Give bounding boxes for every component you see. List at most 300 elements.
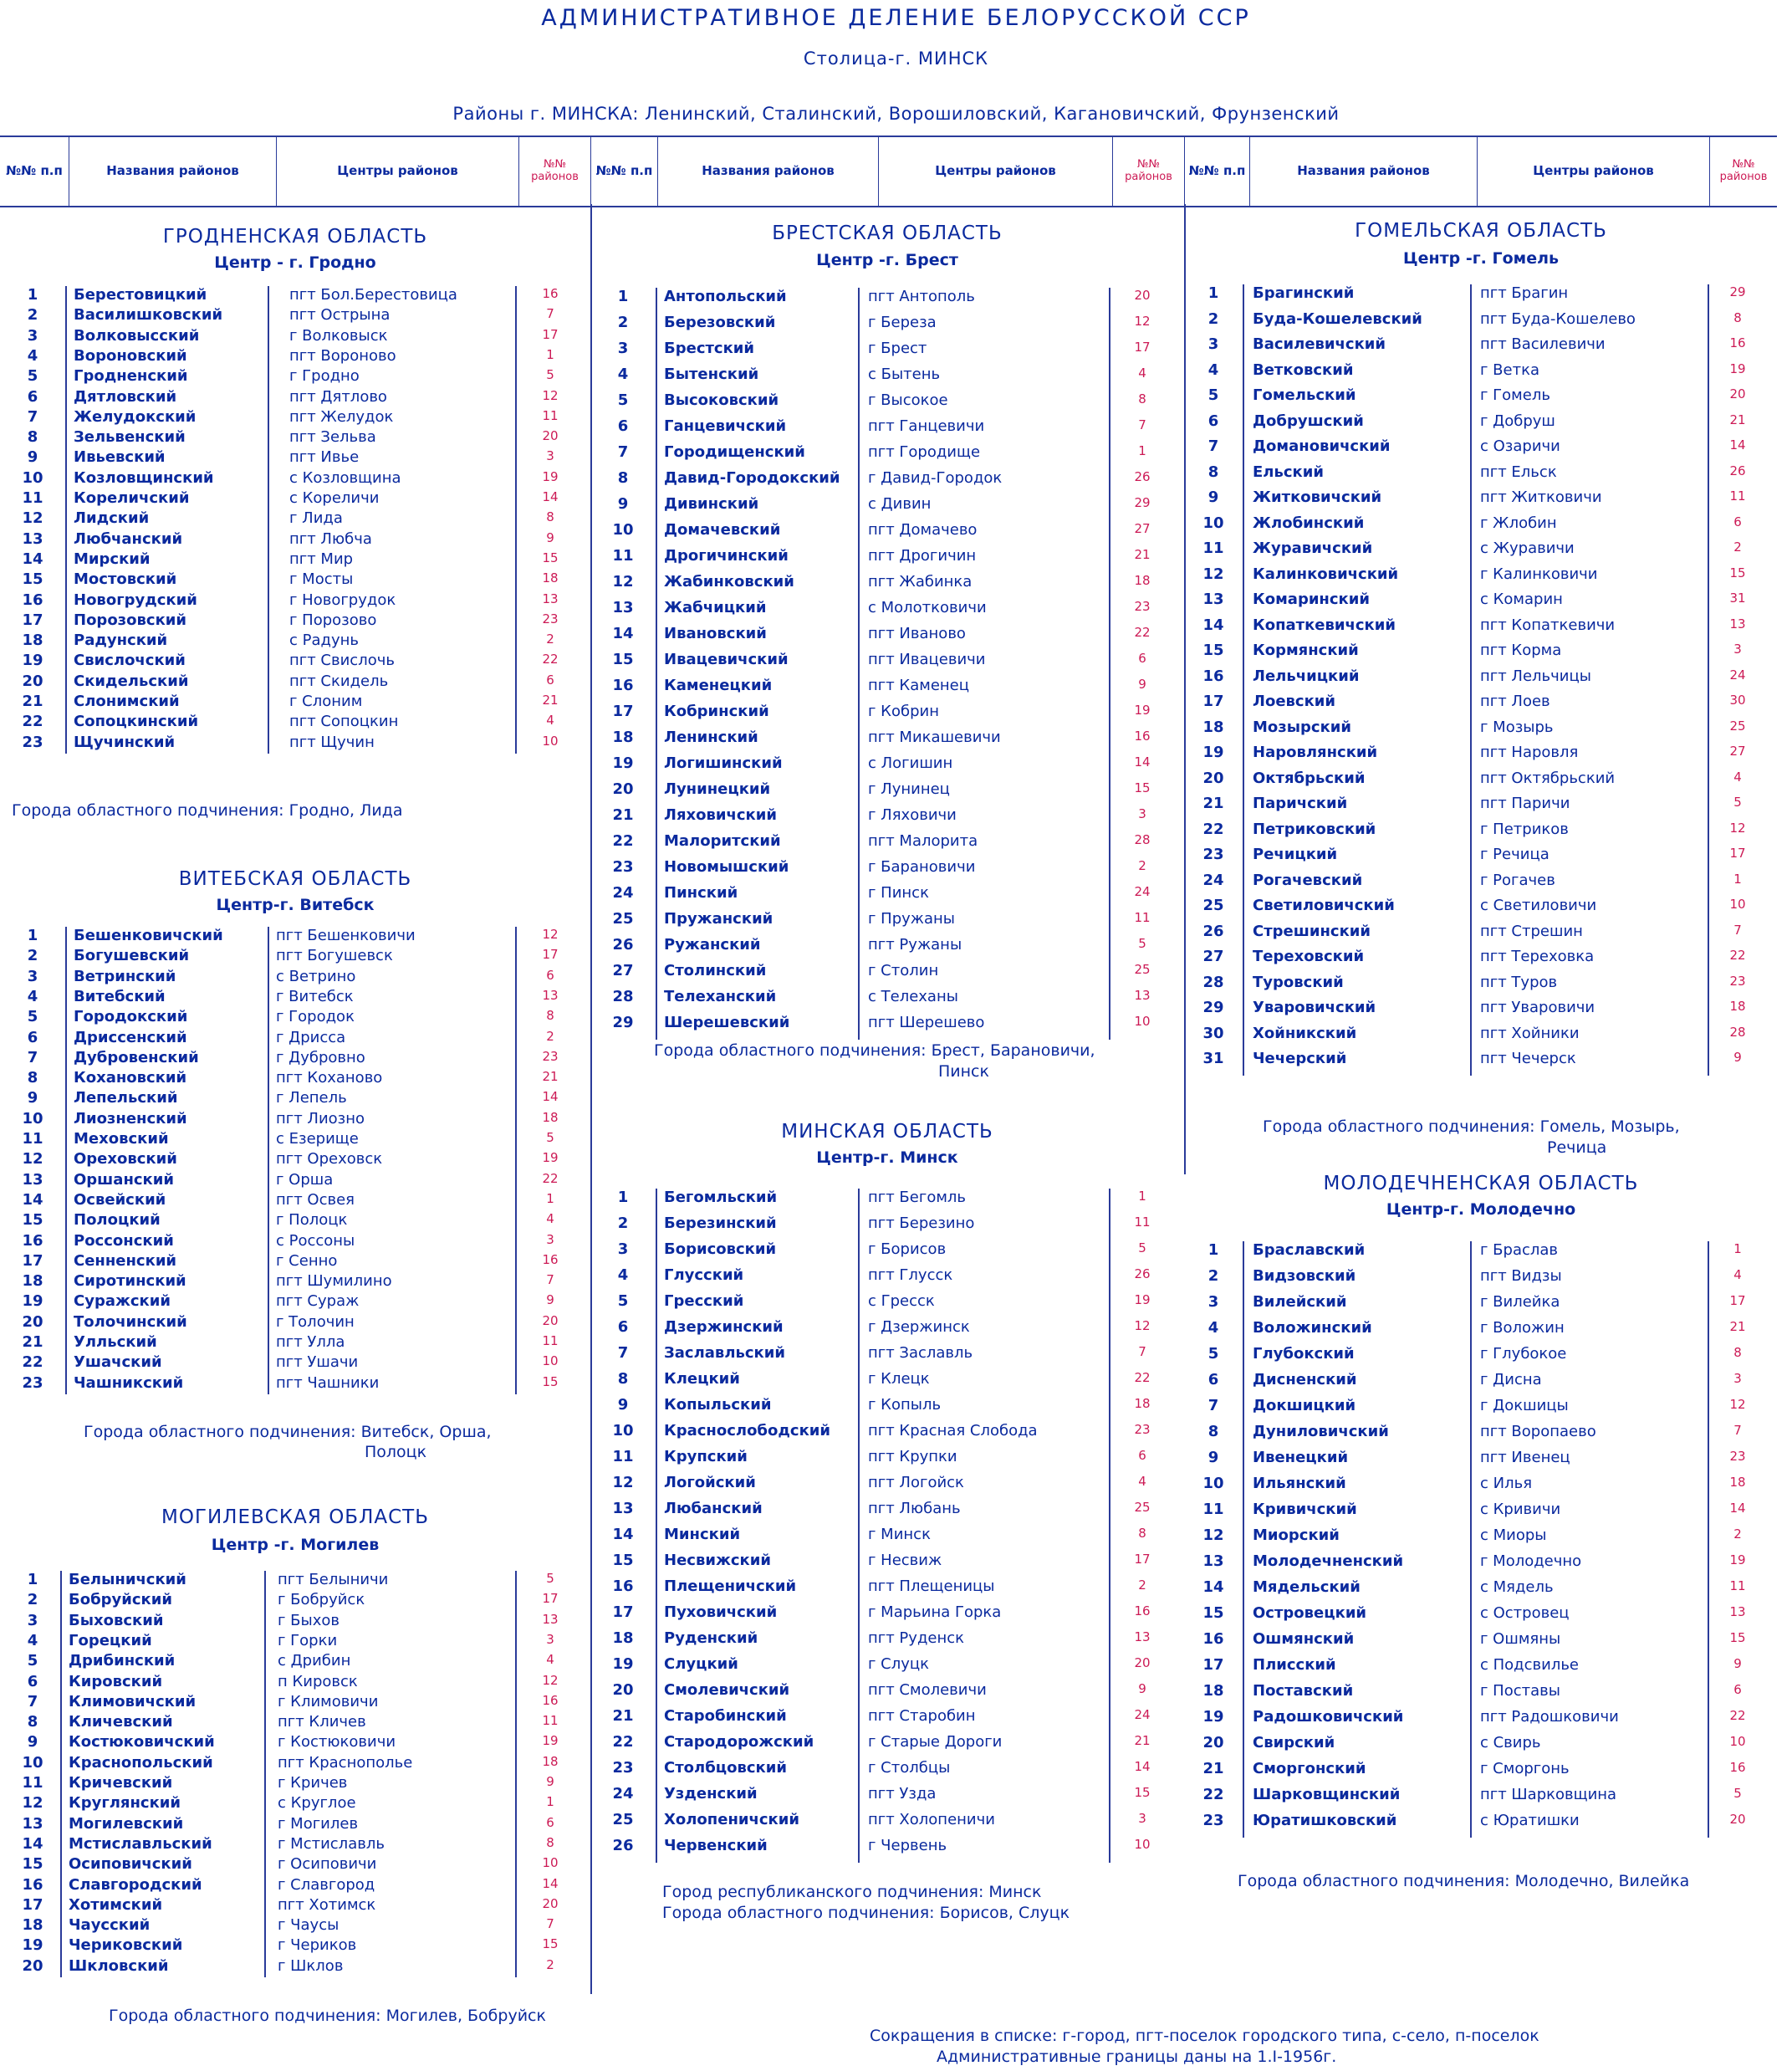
table-row — [17, 713, 577, 733]
row-number: 24 — [612, 884, 634, 902]
district-center: г Марьина Горка — [868, 1603, 1002, 1621]
table-row — [607, 703, 1176, 723]
district-name: Домачевский — [664, 521, 781, 539]
district-center: с Озаричи — [1480, 437, 1560, 455]
row-number: 1 — [1207, 284, 1219, 302]
table-row — [17, 968, 577, 988]
district-center: г Дубровно — [276, 1048, 365, 1066]
district-map-number: 1 — [1733, 871, 1742, 887]
district-name: Свирский — [1253, 1734, 1335, 1751]
row-number: 14 — [22, 1190, 43, 1209]
row-number: 14 — [22, 1834, 43, 1853]
table-row — [17, 509, 577, 529]
district-center: г Докшицы — [1480, 1397, 1569, 1414]
district-name: Сопоцкинский — [74, 713, 199, 731]
row-number: 6 — [27, 1672, 38, 1690]
district-map-number: 16 — [542, 286, 559, 301]
district-name: Бегомльский — [664, 1189, 778, 1206]
district-map-number: 17 — [542, 947, 559, 963]
district-center: пгт Корма — [1480, 642, 1562, 659]
row-number: 4 — [1207, 361, 1219, 379]
district-name: Туровский — [1253, 973, 1344, 991]
row-number: 22 — [22, 713, 43, 731]
district-name: Клецкий — [664, 1370, 740, 1388]
district-map-number: 1 — [546, 1794, 554, 1810]
district-map-number: 9 — [1138, 677, 1146, 692]
district-center: пгт Руденск — [868, 1629, 964, 1647]
table-row — [17, 1896, 577, 1916]
district-map-number: 3 — [1138, 806, 1146, 821]
district-map-number: 19 — [542, 1150, 559, 1166]
district-map-number: 8 — [546, 1008, 554, 1024]
district-map-number: 6 — [1138, 651, 1146, 666]
district-map-number: 3 — [1733, 642, 1742, 657]
district-name: Бешенковичский — [74, 927, 223, 944]
row-number: 20 — [22, 1312, 43, 1331]
district-map-number: 3 — [546, 1631, 554, 1647]
table-row — [17, 734, 577, 754]
oblast-title-gomel: ГОМЕЛЬСКАЯ ОБЛАСТЬ — [1355, 220, 1607, 242]
row-number: 9 — [1207, 488, 1219, 506]
district-center: г Давид-Городок — [868, 469, 1003, 487]
district-center: пгт Кличев — [278, 1713, 366, 1731]
table-row — [1197, 1345, 1766, 1365]
district-name: Меховский — [74, 1130, 169, 1148]
table-row — [1197, 1812, 1766, 1832]
district-map-number: 8 — [546, 1834, 554, 1850]
table-row — [607, 1785, 1176, 1805]
district-map-number: 21 — [542, 1069, 559, 1085]
row-number: 21 — [612, 806, 634, 824]
table-row — [607, 1014, 1176, 1034]
row-number: 12 — [22, 1794, 43, 1813]
district-map-number: 19 — [1729, 361, 1746, 376]
district-map-number: 25 — [1134, 962, 1151, 977]
table-row — [607, 832, 1176, 852]
district-center: пгт Красная Слобода — [868, 1422, 1038, 1439]
district-table-mogilev — [17, 1571, 577, 1977]
district-center: г Кричев — [278, 1774, 348, 1792]
header-centers: Центры районов — [878, 137, 1112, 206]
row-number: 5 — [617, 1292, 629, 1310]
table-row — [607, 858, 1176, 878]
row-number: 8 — [1207, 463, 1219, 481]
district-map-number: 15 — [1729, 565, 1746, 580]
table-row — [17, 1835, 577, 1855]
table-row — [607, 1292, 1176, 1312]
row-number: 19 — [1202, 744, 1224, 761]
district-map-number: 27 — [1134, 521, 1151, 536]
district-name: Дятловский — [74, 387, 177, 406]
district-name: Вороновский — [74, 346, 187, 365]
row-number: 4 — [1207, 1319, 1219, 1337]
row-number: 12 — [22, 509, 43, 528]
row-number: 24 — [612, 1785, 634, 1803]
row-number: 14 — [1202, 616, 1224, 634]
district-center: г Столин — [868, 962, 939, 979]
header-district-names: Названия районов — [1249, 137, 1477, 206]
district-center: с Радунь — [289, 632, 359, 650]
row-number: 15 — [1202, 1604, 1224, 1622]
table-row — [1197, 1267, 1766, 1287]
district-center: г Рогачев — [1480, 871, 1555, 889]
district-map-number: 23 — [1134, 599, 1151, 614]
district-map-number: 5 — [546, 1571, 554, 1586]
district-map-number: 9 — [546, 1774, 554, 1789]
district-map-number: 18 — [1134, 1396, 1151, 1411]
borders-date: Административные границы даны на 1.I-1956г. — [937, 2048, 1337, 2066]
district-name: Червенский — [664, 1837, 768, 1854]
district-map-number: 22 — [542, 1170, 559, 1186]
district-center: г Петриков — [1480, 820, 1569, 838]
district-center: пгт Заславль — [868, 1344, 973, 1362]
district-map-number: 15 — [542, 550, 559, 565]
row-number: 6 — [1207, 412, 1219, 430]
row-number: 2 — [27, 1591, 38, 1609]
district-map-number: 15 — [1134, 1785, 1151, 1800]
district-center: с Подсвилье — [1480, 1656, 1580, 1674]
district-name: Стрешинский — [1253, 922, 1371, 940]
row-number: 17 — [1202, 1656, 1224, 1674]
district-name: Сморгонский — [1253, 1760, 1366, 1777]
district-center: пгт Воропаево — [1480, 1423, 1596, 1440]
row-number: 5 — [1207, 1345, 1219, 1363]
district-name: Горецкий — [69, 1631, 152, 1649]
district-map-number: 4 — [1138, 366, 1146, 381]
oblast-center-grodno: Центр - г. Гродно — [214, 253, 376, 272]
table-row — [1197, 1734, 1766, 1754]
district-name: Копыльский — [664, 1396, 772, 1414]
district-center: пгт Радошковичи — [1480, 1708, 1619, 1726]
district-map-number: 7 — [1733, 922, 1742, 938]
table-row — [17, 591, 577, 611]
table-row — [17, 1571, 577, 1591]
table-row — [1197, 1025, 1766, 1045]
row-number: 17 — [1202, 693, 1224, 710]
district-center: г Береза — [868, 314, 937, 331]
district-map-number: 20 — [1729, 1812, 1746, 1827]
table-row — [607, 573, 1176, 593]
district-center: г Мстиславль — [278, 1834, 385, 1853]
table-row — [1197, 999, 1766, 1019]
district-center: пгт Паричи — [1480, 795, 1570, 812]
row-number: 5 — [27, 1008, 38, 1026]
district-map-number: 12 — [1134, 314, 1151, 329]
district-name: Мирский — [74, 550, 151, 568]
row-number: 16 — [612, 677, 634, 694]
row-number: 18 — [1202, 718, 1224, 736]
district-map-number: 26 — [1134, 469, 1151, 484]
table-row — [17, 489, 577, 509]
district-name: Вилейский — [1253, 1293, 1347, 1311]
district-name: Антопольский — [664, 288, 787, 305]
row-number: 4 — [617, 1266, 629, 1284]
district-center: г Славгород — [278, 1875, 375, 1894]
table-row — [607, 1655, 1176, 1675]
row-number: 4 — [617, 366, 629, 383]
district-center: пгт Крупки — [868, 1448, 957, 1465]
district-center: с Ветрино — [276, 967, 356, 985]
district-name: Давид-Городокский — [664, 469, 840, 487]
row-number: 8 — [27, 428, 38, 447]
district-center: г Орша — [276, 1170, 334, 1189]
row-number: 22 — [1202, 820, 1224, 838]
row-number: 2 — [1207, 309, 1219, 328]
district-map-number: 4 — [1733, 769, 1742, 785]
row-number: 17 — [612, 703, 634, 720]
district-center: пгт Домачево — [868, 521, 978, 539]
district-map-number: 24 — [1134, 1707, 1151, 1722]
district-name: Дрибинский — [69, 1652, 176, 1670]
district-center: пгт Октябрьский — [1480, 769, 1616, 787]
district-center: пгт Антополь — [868, 288, 975, 305]
district-center: г Толочин — [276, 1312, 355, 1331]
district-center: г Речица — [1480, 846, 1549, 863]
district-center: г Браслав — [1480, 1241, 1559, 1259]
district-map-number: 9 — [1733, 1656, 1742, 1671]
row-number: 2 — [617, 314, 629, 331]
row-number: 6 — [617, 1318, 629, 1336]
page-title: АДМИНИСТРАТИВНОЕ ДЕЛЕНИЕ БЕЛОРУССКОЙ ССР — [541, 5, 1251, 31]
row-number: 23 — [1202, 1812, 1224, 1829]
district-map-number: 9 — [1733, 1050, 1742, 1065]
district-center: г Высокое — [868, 391, 948, 409]
district-map-number: 10 — [542, 1855, 559, 1871]
table-row — [17, 1673, 577, 1693]
table-row — [1197, 897, 1766, 917]
table-row — [1197, 1423, 1766, 1443]
district-map-number: 13 — [542, 1611, 559, 1627]
table-row — [607, 1837, 1176, 1857]
oblast-center-gomel: Центр -г. Гомель — [1402, 249, 1560, 268]
district-map-number: 28 — [1729, 1024, 1746, 1040]
district-center: г Вилейка — [1480, 1293, 1560, 1311]
district-name: Кричевский — [69, 1774, 173, 1792]
district-center: г Быхов — [278, 1611, 340, 1629]
district-name: Хойникский — [1253, 1024, 1357, 1042]
row-number: 13 — [22, 529, 43, 548]
district-name: Ляховичский — [664, 806, 777, 824]
district-center: пгт Бол.Берестовица — [289, 286, 457, 304]
district-center: г Костюковичи — [278, 1733, 396, 1751]
table-row — [1197, 386, 1766, 407]
table-row — [607, 1396, 1176, 1416]
table-row — [17, 286, 577, 306]
row-number: 11 — [1202, 539, 1224, 557]
table-row — [17, 1130, 577, 1150]
district-name: Любанский — [664, 1500, 763, 1517]
row-number: 2 — [27, 306, 38, 325]
table-row — [17, 1150, 577, 1170]
district-name: Телеханский — [664, 988, 777, 1005]
district-map-number: 18 — [1134, 573, 1151, 588]
table-row — [607, 729, 1176, 749]
district-center: пгт Глусск — [868, 1266, 953, 1284]
table-row — [607, 1603, 1176, 1624]
district-name: Воложинский — [1253, 1319, 1372, 1337]
district-map-number: 18 — [1729, 1475, 1746, 1490]
district-name: Быховский — [69, 1611, 164, 1629]
district-map-number: 6 — [1733, 514, 1742, 529]
district-center: г Шклов — [278, 1956, 344, 1975]
table-row — [607, 288, 1176, 308]
district-map-number: 11 — [1729, 488, 1746, 504]
district-map-number: 13 — [1134, 988, 1151, 1003]
oblast-cities-brest: Города областного подчинения: Брест, Барановичи, — [654, 1041, 1095, 1060]
district-name: Домановичский — [1253, 437, 1391, 455]
row-number: 13 — [612, 599, 634, 616]
district-name: Могилевский — [69, 1814, 184, 1833]
district-name: Жабчицкий — [664, 599, 767, 616]
row-number: 18 — [22, 1272, 43, 1291]
district-name: Чечерский — [1253, 1050, 1347, 1067]
district-name: Шерешевский — [664, 1014, 790, 1031]
district-map-number: 20 — [542, 428, 559, 444]
header-num: №№ п.п — [1184, 137, 1249, 206]
oblast-title-mogilev: МОГИЛЕВСКАЯ ОБЛАСТЬ — [161, 1506, 429, 1528]
district-name: Дрогичинский — [664, 547, 789, 565]
row-number: 6 — [1207, 1371, 1219, 1388]
district-name: Уваровичский — [1253, 999, 1376, 1016]
district-center: пгт Улла — [276, 1333, 345, 1351]
district-center: пгт Белыничи — [278, 1571, 389, 1588]
row-number: 18 — [1202, 1682, 1224, 1700]
row-number: 18 — [612, 729, 634, 746]
district-name: Браславский — [1253, 1241, 1366, 1259]
table-row — [1197, 335, 1766, 355]
oblast-cities-gomel: Города областного подчинения: Гомель, Мозырь, — [1263, 1117, 1680, 1136]
district-center: г Пружаны — [868, 910, 956, 928]
table-row — [17, 1374, 577, 1394]
row-number: 1 — [617, 288, 629, 305]
district-center: г Брест — [868, 340, 927, 357]
district-map-number: 23 — [542, 1048, 559, 1064]
table-row — [607, 495, 1176, 515]
district-center: с Езерище — [276, 1130, 359, 1148]
district-center: г Витебск — [276, 987, 354, 1005]
district-map-number: 23 — [542, 611, 559, 626]
row-number: 11 — [22, 1130, 43, 1148]
district-name: Ивьевский — [74, 448, 166, 467]
table-row — [607, 391, 1176, 412]
district-name: Глусский — [664, 1266, 744, 1284]
row-number: 27 — [1202, 948, 1224, 965]
district-center: пгт Смолевичи — [868, 1681, 987, 1699]
row-number: 10 — [22, 468, 43, 487]
district-name: Мозырский — [1253, 718, 1352, 736]
district-name: Витебский — [74, 987, 166, 1005]
district-name: Журавичский — [1253, 539, 1373, 557]
district-name: Дуниловичский — [1253, 1423, 1389, 1440]
district-name: Лепельский — [74, 1089, 178, 1107]
district-center: пгт Наровля — [1480, 744, 1579, 761]
district-name: Мостовский — [74, 570, 177, 589]
table-row — [607, 1240, 1176, 1260]
table-row — [1197, 1501, 1766, 1521]
district-map-number: 10 — [1134, 1014, 1151, 1029]
district-map-number: 19 — [1134, 703, 1151, 718]
district-center: с Мядель — [1480, 1578, 1554, 1596]
row-number: 20 — [612, 780, 634, 798]
row-number: 19 — [22, 1292, 43, 1311]
district-map-number: 9 — [546, 1292, 554, 1308]
row-number: 18 — [612, 1629, 634, 1647]
district-name: Ильянский — [1253, 1475, 1346, 1492]
district-center: г Воложин — [1480, 1319, 1565, 1337]
district-name: Каменецкий — [664, 677, 773, 694]
district-map-number: 4 — [546, 1652, 554, 1668]
row-number: 21 — [1202, 795, 1224, 812]
district-map-number: 17 — [542, 326, 559, 342]
table-row — [1197, 1475, 1766, 1495]
district-center: пгт Лиозно — [276, 1109, 365, 1128]
district-map-number: 21 — [1134, 1733, 1151, 1748]
district-map-number: 6 — [1138, 1448, 1146, 1463]
table-row — [607, 1681, 1176, 1701]
district-center: г Минск — [868, 1526, 931, 1543]
row-number: 22 — [22, 1353, 43, 1372]
district-center: пгт Желудок — [289, 407, 394, 426]
district-center: г Чаусы — [278, 1916, 340, 1935]
district-map-number: 22 — [1134, 625, 1151, 640]
district-center: с Молотковичи — [868, 599, 987, 616]
row-number: 3 — [1207, 1293, 1219, 1311]
row-number: 3 — [617, 1240, 629, 1258]
row-number: 19 — [22, 1936, 43, 1955]
district-map-number: 1 — [546, 346, 554, 362]
table-row — [17, 448, 577, 468]
table-row — [17, 1008, 577, 1028]
district-map-number: 16 — [542, 1692, 559, 1708]
row-number: 11 — [22, 1774, 43, 1792]
table-row — [1197, 1526, 1766, 1547]
row-number: 1 — [27, 1571, 38, 1588]
district-map-number: 29 — [1134, 495, 1151, 510]
district-map-number: 13 — [1729, 1604, 1746, 1619]
table-row — [17, 1292, 577, 1312]
district-map-number: 7 — [546, 306, 554, 322]
district-map-number: 26 — [1134, 1266, 1151, 1281]
district-map-number: 11 — [542, 407, 559, 423]
district-map-number: 18 — [542, 1753, 559, 1769]
row-number: 16 — [22, 591, 43, 609]
oblast-cities-vitebsk: Города областного подчинения: Витебск, Орша, — [84, 1423, 492, 1441]
district-map-number: 12 — [1729, 1397, 1746, 1412]
row-number: 5 — [27, 367, 38, 386]
district-map-number: 8 — [1733, 309, 1742, 325]
district-center: пгт Лельчицы — [1480, 667, 1591, 685]
district-table-brest — [607, 288, 1176, 1040]
district-name: Радунский — [74, 632, 168, 650]
district-map-number: 19 — [542, 1733, 559, 1749]
row-number: 29 — [1202, 999, 1224, 1016]
district-name: Толочинский — [74, 1312, 187, 1331]
table-row — [17, 1876, 577, 1896]
district-center: г Волковыск — [289, 326, 388, 345]
district-center: с Бытень — [868, 366, 941, 383]
table-row — [607, 547, 1176, 567]
district-name: Ивановский — [664, 625, 767, 642]
table-row — [17, 1333, 577, 1353]
district-center: пгт Любча — [289, 529, 372, 548]
district-name: Костюковичский — [69, 1733, 215, 1751]
district-map-number: 10 — [1134, 1837, 1151, 1852]
district-map-number: 25 — [1729, 718, 1746, 734]
row-number: 2 — [27, 947, 38, 965]
table-row — [17, 1272, 577, 1292]
district-center: пгт Чечерск — [1480, 1050, 1576, 1067]
district-center: пгт Городище — [868, 443, 981, 461]
